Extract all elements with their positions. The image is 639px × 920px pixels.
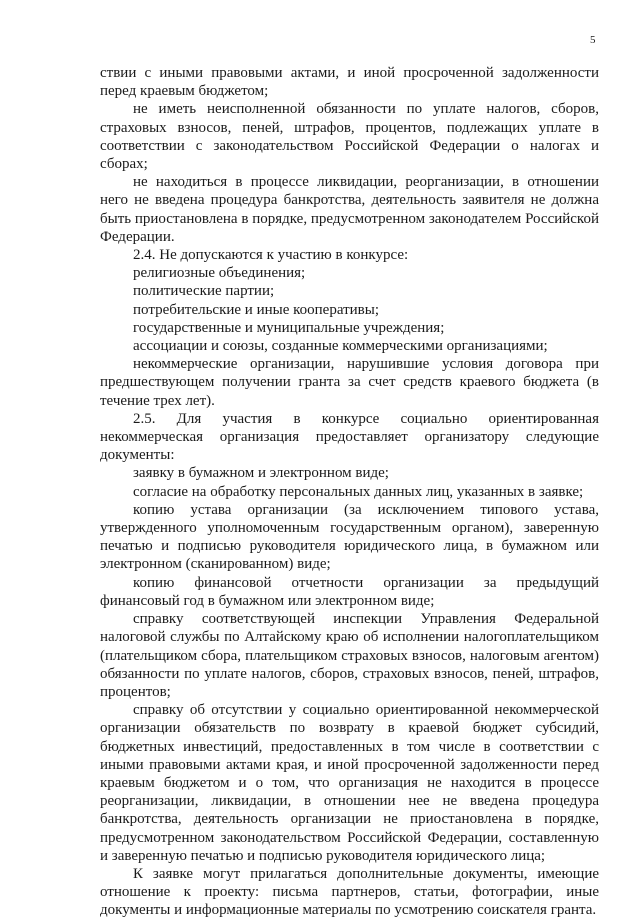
list-item: некоммерческие организации, нарушившие условия договора при предшествующем получении гранта за счет средств краевого бюджета (в течение трех лет).	[100, 356, 599, 409]
list-item: потребительские и иные кооперативы;	[133, 301, 380, 318]
list-item: копию устава организации (за исключением типового устава, утвержденного уполномоченным государственным органом), заверенную печатью и подписью руководителя юридического лица, в бумажном или электронном (сканированном) виде;	[100, 501, 599, 573]
list-item: справку соответствующей инспекции Управления Федеральной налоговой службы по Алтайскому краю об исполнении налогоплательщиком (плательщиком сбора, плательщиком страховых взносов, налоговым агентом) обязанности по уплате налогов, сборов, страховых взносов, пеней, штрафов, процентов;	[100, 611, 599, 700]
list-item: политические партии;	[133, 283, 275, 300]
list-item: заявку в бумажном и электронном виде;	[133, 465, 389, 482]
list-item: копию финансовой отчетности организации за предыдущий финансовый год в бумажном или электронном виде;	[100, 574, 599, 609]
paragraph: не иметь неисполненной обязанности по уплате налогов, сборов, страховых взносов, пеней, штрафов, процентов, подлежащих уплате в соответствии с законодательством Российской Федерации о налогах и сборах;	[100, 101, 599, 173]
section-heading-2-5: 2.5. Для участия в конкурсе социально ориентированная некоммерческая организация предоставляет организатору следующие документы:	[100, 410, 599, 464]
section-heading-2-4: 2.4. Не допускаются к участию в конкурсе:	[133, 247, 409, 264]
list-item: религиозные объединения;	[133, 265, 306, 282]
paragraph: не находиться в процессе ликвидации, реорганизации, в отношении него не введена процедура банкротства, деятельность заявителя не должна быть приостановлена в порядке, предусмотренном законодателем Российской Федерации.	[100, 174, 599, 245]
document-body	[100, 64, 599, 920]
paragraph: ствии с иными правовыми актами, и иной просроченной задолженности перед краевым бюджетом;	[100, 65, 599, 100]
list-item: ассоциации и союзы, созданные коммерческими организациями;	[133, 338, 548, 355]
list-item: справку об отсутствии у социально ориентированной некоммерческой организации обязательств по возврату в краевой бюджет субсидий, бюджетных инвестиций, предоставленных в том числе в соответствии с иными правовыми актами края, и иной просроченной задолженности перед краевым бюджетом и о том, что организация не находится в процессе реорганизации, ликвидации, в отношении нее не введена процедура банкротства, деятельность организации не приостановлена в порядке, предусмотренном законодательством Российской Федерации, составленную и заверенную печатью и подписью руководителя юридического лица;	[100, 702, 599, 864]
list-item: согласие на обработку персональных данных лиц, указанных в заявке;	[133, 483, 584, 500]
paragraph: К заявке могут прилагаться дополнительные документы, имеющие отношение к проекту: письма партнеров, статьи, фотографии, иные документы и информационные материалы по усмотрению соискателя гранта.	[100, 865, 599, 919]
page-number: 5	[590, 34, 596, 46]
list-item: государственные и муниципальные учреждения;	[133, 319, 445, 336]
